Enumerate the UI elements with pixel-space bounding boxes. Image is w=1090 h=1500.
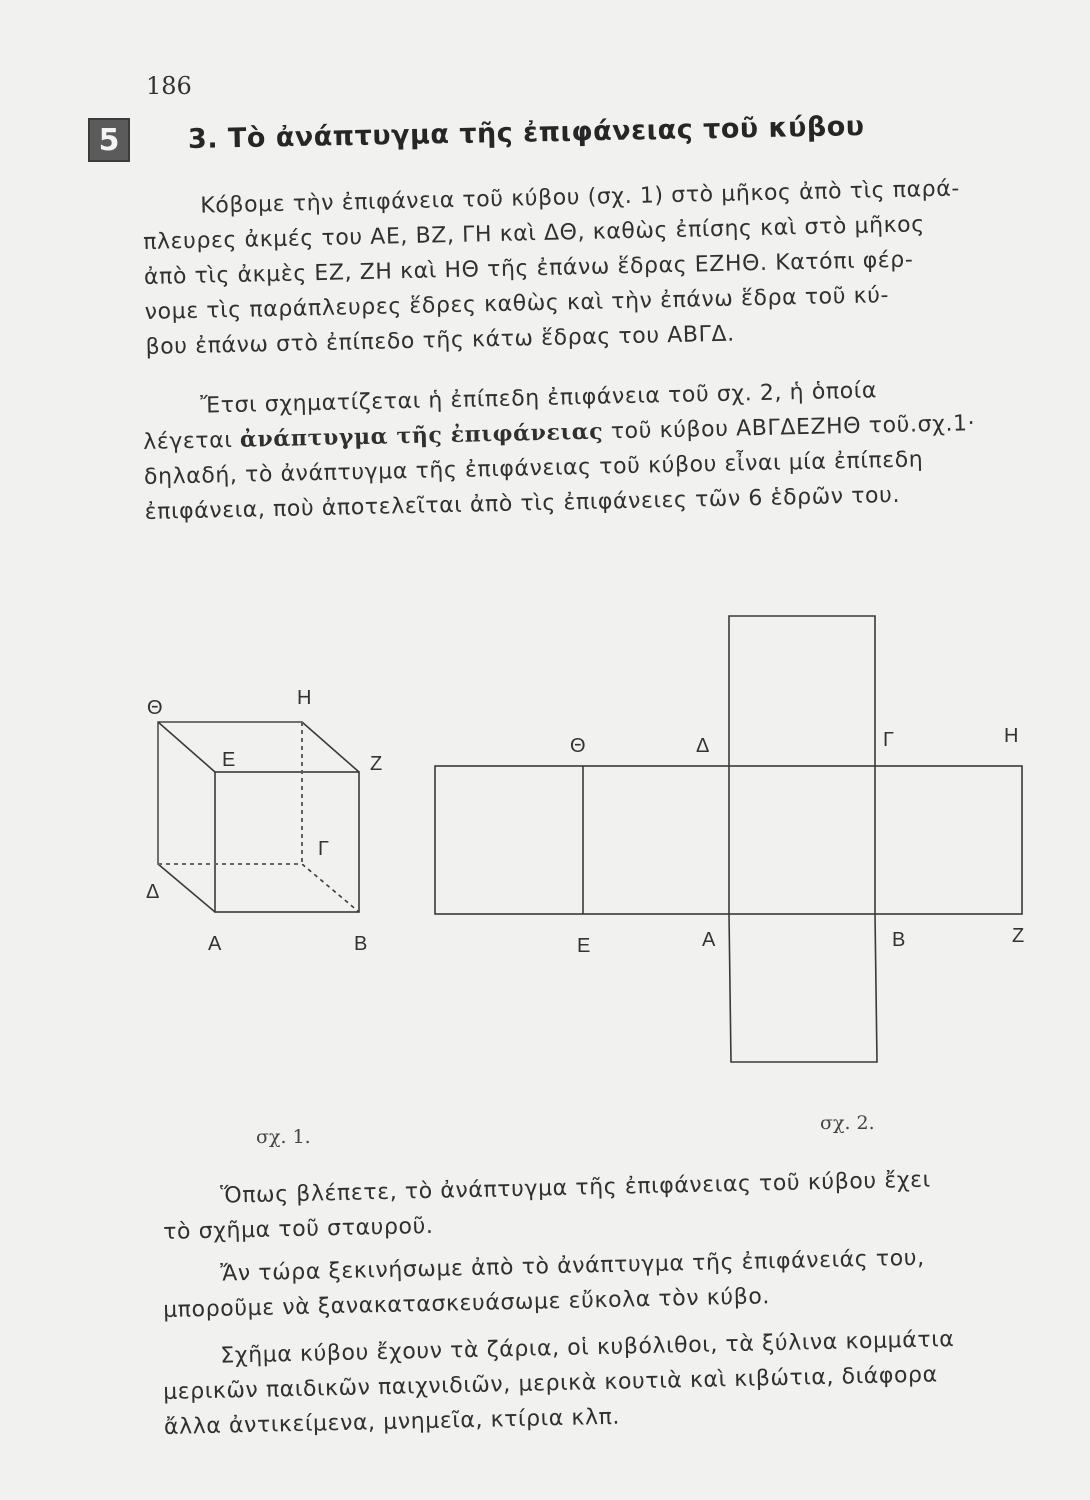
cube-edge [158,722,215,772]
text-line-part: λέγεται [142,427,241,455]
label-theta: Θ [570,735,586,757]
text-line: νομε τὶς παράπλευρες ἕδρες καθὼς καὶ τὴν ἐπάνω ἕδρα τοῦ κύ- [144,283,890,325]
paragraph-examples [162,1322,956,1445]
text-line: βου ἐπάνω στὸ ἐπίπεδο τῆς κάτω ἕδρας του ΑΒΓΔ. [145,321,735,360]
label-alpha: Α [208,933,222,955]
figure-2-caption: σχ. 2. [820,1112,875,1134]
bold-term: ἀνάπτυγμα τῆς ἐπιφάνειας [239,418,604,453]
text-line: πλευρες ἀκμές του ΑΕ, ΒΖ, ΓΗ καὶ ΔΘ, καθὼς ἐπίσης καὶ στὸ μῆκος [142,212,926,255]
cube-front-face [215,772,359,912]
label-theta: Θ [147,697,163,719]
label-alpha: Α [702,929,716,951]
text-line-part: τοῦ κύβου ΑΒΓΔΕΖΗΘ τοῦ.σχ.1· [602,411,976,445]
text-line: μποροῦμε νὰ ξανακατασκευάσωμε εὔκολα τὸν κύβο. [162,1284,771,1323]
net-top-face [729,616,875,766]
label-epsilon: Ε [222,749,236,771]
text-line: Ὅπως βλέπετε, τὸ ἀνάπτυγμα τῆς ἐπιφάνειας τοῦ κύβου ἔχει [220,1167,931,1209]
text-line: τὸ σχῆμα τοῦ σταυροῦ. [162,1213,434,1245]
text-line: δηλαδή, τὸ ἀνάπτυγμα τῆς ἐπιφάνειας τοῦ κύβου εἶναι μία ἐπίπεδη [143,447,924,490]
net-bottom-face [729,914,877,1062]
chapter-badge: 5 [88,118,130,162]
cube-edge [158,864,215,912]
label-delta: Δ [696,735,710,757]
label-eta: Η [297,687,312,709]
text-line: ἀπὸ τὶς ἀκμὲς ΕΖ, ΖΗ καὶ ΗΘ τῆς ἐπάνω ἕδρας ΕΖΗΘ. Κατόπι φέρ- [143,247,914,290]
label-beta: Β [892,929,906,951]
label-beta: Β [354,933,368,955]
text-line: Κόβομε τὴν ἐπιφάνεια τοῦ κύβου (σχ. 1) στὸ μῆκος ἀπὸ τὶς παρά- [200,176,961,219]
text-line: μερικῶν παιδικῶν παιχνιδιῶν, μερικὰ κουτιὰ καὶ κιβώτια, διάφορα [162,1362,938,1405]
label-delta: Δ [146,881,160,903]
text-line: Σχῆμα κύβου ἔχουν τὰ ζάρια, οἱ κυβόλιθοι, τὰ ξύλινα κομμάτια [220,1327,955,1369]
figure-1-caption: σχ. 1. [256,1126,311,1148]
page-number: 186 [146,72,192,100]
label-epsilon: Ε [577,935,591,957]
text-line: Ἄν τώρα ξεκινήσωμε ἀπὸ τὸ ἀνάπτυγμα τῆς ἐπιφάνειάς του, [220,1245,925,1287]
cube-edge [302,722,359,772]
label-eta: Η [1004,725,1019,747]
text-line: ἐπιφάνεια, ποὺ ἀποτελεῖται ἀπὸ τὶς ἐπιφάνειες τῶν 6 ἑδρῶν του. [144,482,901,525]
label-gamma: Γ [318,838,330,860]
cube-back-face [158,722,302,864]
section-title: 3. Τὸ ἀνάπτυγμα τῆς ἐπιφάνειας τοῦ κύβου [187,111,865,155]
label-zeta: Ζ [1012,925,1025,947]
label-zeta: Ζ [370,753,383,775]
label-gamma: Γ [883,729,895,751]
figure-2-cube-net [435,616,1025,1062]
text-line: Ἔτσι σχηματίζεται ἡ ἐπίπεδη ἐπιφάνεια τοῦ σχ. 2, ἡ ὁποία [200,378,878,419]
cube-hidden-edge [302,864,359,912]
text-line: ἄλλα ἀντικείμενα, μνημεῖα, κτίρια κλπ. [163,1404,621,1440]
figure-1-cube [158,722,359,912]
